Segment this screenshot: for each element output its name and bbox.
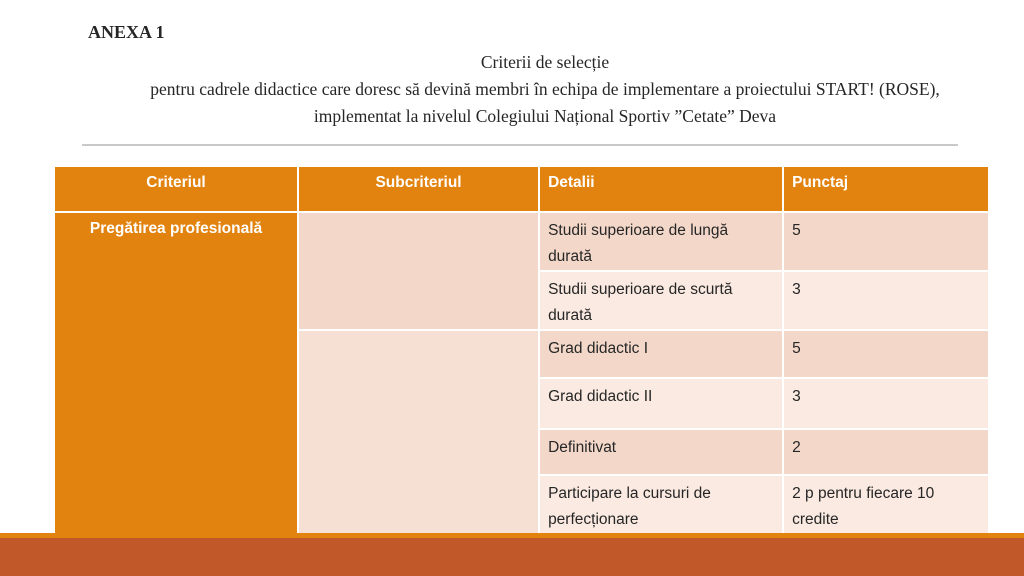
- annex-label: ANEXA 1: [88, 22, 165, 42]
- title-line-3: implementat la nivelul Colegiului Național Sportiv ”Cetate” Deva: [313, 106, 777, 126]
- detail-cell: Studii superioare de lungă durată: [540, 213, 782, 270]
- column-header-criteriul: Criteriul: [55, 167, 297, 211]
- table-header-row: [55, 167, 988, 211]
- detail-cell: Definitivat: [540, 430, 782, 474]
- column-header-subcriteriul: Subcriteriul: [299, 167, 538, 211]
- score-cell: 3: [784, 379, 988, 428]
- score-cell: 2: [784, 430, 988, 474]
- detail-cell: Participare la cursuri de perfecționare: [540, 476, 782, 533]
- criteria-table: [53, 165, 990, 535]
- score-cell: 3: [784, 272, 988, 329]
- column-header-punctaj: Punctaj: [784, 167, 988, 211]
- bottom-bar: [0, 538, 1024, 576]
- column-header-detalii: Detalii: [540, 167, 782, 211]
- score-cell: 5: [784, 331, 988, 377]
- divider-line: [82, 144, 958, 146]
- criterion-cell: Pregătirea profesională: [55, 213, 297, 533]
- table-row: [55, 213, 988, 270]
- title-block: [70, 49, 1020, 130]
- detail-cell: Grad didactic II: [540, 379, 782, 428]
- score-cell: 5: [784, 213, 988, 270]
- title-line-2: pentru cadrele didactice care doresc să devină membri în echipa de implementare a proiectului START! (ROSE),: [150, 79, 940, 99]
- detail-cell: Grad didactic I: [540, 331, 782, 377]
- subcriterion-cell-upper: [299, 213, 538, 329]
- title-line-1: Criterii de selecție: [480, 52, 610, 72]
- score-cell: 2 p pentru fiecare 10 credite: [784, 476, 988, 533]
- subcriterion-cell-lower: [299, 331, 538, 533]
- detail-cell: Studii superioare de scurtă durată: [540, 272, 782, 329]
